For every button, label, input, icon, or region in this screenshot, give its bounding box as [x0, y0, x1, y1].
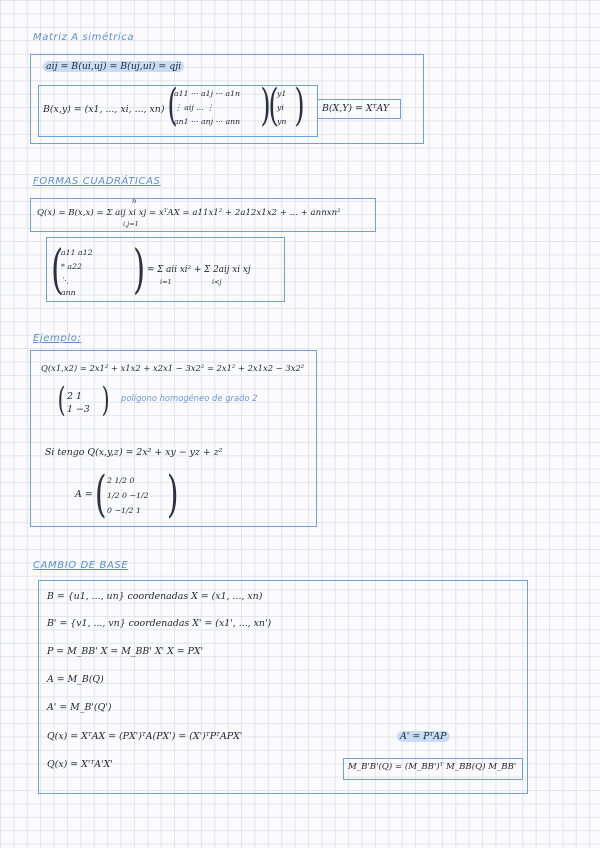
sum-index: i,j=1	[123, 220, 139, 228]
vector-row-1: y1	[277, 89, 287, 98]
section-title-formas: FORMAS CUADRÁTICAS	[33, 176, 161, 187]
example-matrix-row-1: 2 1	[67, 391, 82, 402]
aij-definition: aij = B(ui,uj) = B(uj,ui) = qji	[43, 61, 184, 72]
matrix-row-2: ⋮ aij ... ⋮	[174, 103, 215, 112]
sum-top: n	[132, 197, 137, 205]
a-right-paren: )	[166, 465, 179, 523]
section1-box	[30, 54, 424, 144]
matrix-a: A = M_B(Q)	[47, 674, 104, 685]
expansion-index-1: i=1	[160, 278, 172, 286]
example-left-paren: (	[57, 380, 66, 420]
sym-row-3: ⋱	[61, 276, 69, 285]
matrix-a-prime: A' = M_B'(Q')	[47, 702, 112, 713]
a-row-1: 2 1/2 0	[107, 476, 135, 485]
a-row-2: 1/2 0 −1/2	[107, 491, 149, 500]
a-left-paren: (	[94, 465, 107, 523]
a-row-3: 0 −1/2 1	[107, 506, 141, 515]
transition-matrix: P = M_BB' X = M_BB' X' X = PX'	[47, 646, 204, 657]
vector-left-paren: (	[268, 80, 279, 131]
congruence-formula-box	[343, 758, 523, 780]
compact-form: B(X,Y) = XᵀAY	[322, 103, 390, 114]
section-title-ejemplo: Ejemplo:	[33, 333, 82, 344]
vector-row-3: yn	[277, 117, 287, 126]
a-label: A =	[75, 489, 93, 500]
change-of-basis-box	[38, 580, 528, 794]
matrix-row-1: a11 ··· a1j ··· a1n	[174, 89, 241, 98]
matrix-row-3: an1 ··· anj ··· ann	[174, 117, 241, 126]
basis-b: B = {u1, ..., un} coordenadas X = (x1, ..., xn)	[47, 591, 263, 602]
matrix-left-paren: (	[167, 80, 178, 131]
second-example: Si tengo Q(x,y,z) = 2x² + xy − yz + z²	[45, 447, 223, 458]
homogeneous-note: polígono homogéneo de grado 2	[121, 393, 258, 403]
vector-right-paren: )	[294, 80, 305, 131]
example-matrix-row-2: 1 −3	[67, 404, 90, 415]
sym-left-paren: (	[51, 240, 64, 300]
expansion-index-2: i<j	[212, 278, 222, 286]
qx-new-basis: Q(x) = X'ᵀA'X'	[47, 759, 113, 770]
section-title-matriz: Matriz A simétrica	[33, 32, 135, 43]
compact-form-box	[317, 99, 401, 119]
qx-derivation: Q(x) = XᵀAX = (PX')ᵀA(PX') = (X')ᵀPᵀAPX'	[47, 731, 243, 742]
matrix-right-paren: )	[260, 80, 271, 131]
symmetric-matrix-box	[46, 237, 285, 302]
vector-row-2: yi	[277, 103, 284, 112]
section-title-cambio: CAMBIO DE BASE	[33, 560, 129, 571]
bilinear-lhs: B(x,y) = (x1, ..., xi, ..., xn)	[43, 104, 165, 115]
example-formula: Q(x1,x2) = 2x1² + x1x2 + x2x1 − 3x2² = 2x1² + 2x1x2 − 3x2²	[41, 363, 305, 373]
congruence-formula: M_B'B'(Q) = (M_BB')ᵀ M_BB(Q) M_BB'	[348, 762, 517, 772]
example-box	[30, 350, 317, 527]
sym-row-2: * a22	[61, 262, 82, 271]
example-right-paren: )	[101, 380, 110, 420]
sym-right-paren: )	[133, 240, 146, 300]
sym-row-1: a11 a12	[61, 248, 93, 257]
congruence-note: A' = PᵀAP	[397, 731, 450, 742]
sym-row-4: ann	[61, 288, 76, 297]
quadratic-form-box	[30, 198, 376, 232]
basis-b-prime: B' = {v1, ..., vn} coordenadas X' = (x1', ..., xn')	[47, 618, 272, 629]
quadratic-main-formula: Q(x) = B(x,x) = Σ aij xi xj = xᵀAX = a11x1² + 2a12x1x2 + ... + annxn²	[37, 208, 341, 218]
diagonal-expansion: = Σ aii xi² + Σ 2aij xi xj	[147, 265, 251, 275]
bilinear-form-box	[38, 80, 318, 137]
